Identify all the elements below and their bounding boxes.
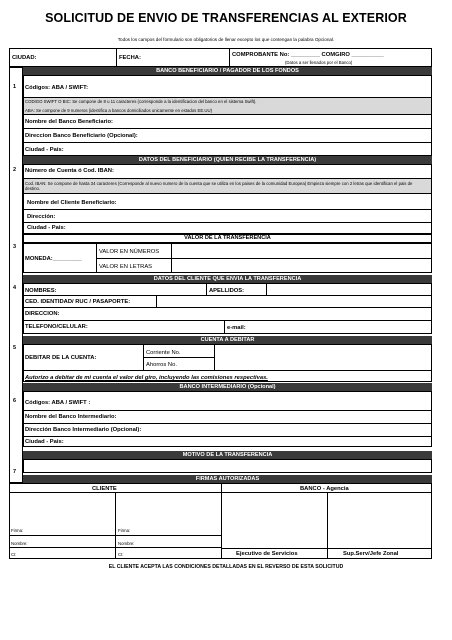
s1-nombre-banco-field[interactable]: Nombre del Banco Beneficiario: <box>25 119 113 125</box>
s4-telefono-field[interactable]: TELEFONO/CELULAR: <box>25 324 88 330</box>
cliente-nombre-1[interactable]: Nombre: <box>11 541 28 546</box>
firmas-header: FIRMAS AUTORIZADAS <box>23 475 432 483</box>
s4-email-field[interactable]: e-mail: <box>227 325 246 331</box>
firmas-banco-label: BANCO - Agencia <box>300 486 349 492</box>
s2-direccion-field[interactable]: Dirección: <box>27 214 56 220</box>
section-5-header: CUENTA A DEBITAR <box>23 336 432 344</box>
section-5-number: 5 <box>13 345 17 351</box>
firmas-cliente-label: CLIENTE <box>92 486 117 492</box>
s5-ahorros-field[interactable]: Ahorros No. <box>146 362 177 368</box>
section-3-header: VALOR DE LA TRANSFERENCIA <box>23 234 432 243</box>
s2-cuenta-field[interactable]: Número de Cuenta ó Cod. IBAN: <box>25 168 114 174</box>
section-6-number: 6 <box>13 398 17 404</box>
s5-corriente-field[interactable]: Corriente No. <box>146 350 181 356</box>
s3-moneda-field[interactable]: MONEDA:_________ <box>25 256 82 262</box>
s6-nombre-field[interactable]: Nombre del Banco Intermediario: <box>25 414 117 420</box>
s4-ced-field[interactable]: CED. IDENTIDAD/ RUC / PASAPORTE: <box>25 299 131 305</box>
section-4-header: DATOS DEL CLIENTE QUE ENVIA LA TRANSFERENCIA <box>23 275 432 283</box>
motivo-field[interactable] <box>23 459 432 473</box>
s6-ciudad-pais-field[interactable]: Ciudad - Pais: <box>25 439 64 445</box>
s4-nombres-field[interactable]: NOMBRES: <box>25 288 57 294</box>
ciudad-field[interactable]: CIUDAD: <box>12 55 37 61</box>
footer-text: EL CLIENTE ACEPTA LAS CONDICIONES DETALLADAS EN EL REVERSO DE ESTA SOLICITUD <box>108 564 344 570</box>
section-1-header: BANCO BENEFICIARIO / PAGADOR DE LOS FONDOS <box>23 67 432 75</box>
cliente-firma-1[interactable]: Firma: <box>11 528 24 533</box>
s2-ciudad-pais-field[interactable]: Ciudad - Pais: <box>27 225 66 231</box>
s3-valor-letras-label: VALOR EN LETRAS <box>99 264 153 270</box>
s1-note-swift: CODIGO SWIFT O BIC: Se compone de 8 u 11 caracteres (corresponde a la identificacion del banco en el sistema Swift). <box>25 99 257 104</box>
s4-apellidos-field[interactable]: APELLIDOS: <box>209 288 245 294</box>
section-7-header: MOTIVO DE LA TRANSFERENCIA <box>23 451 432 459</box>
s6-direccion-field[interactable]: Dirección Banco Intermediario (Opcional): <box>25 427 142 433</box>
s1-direccion-field[interactable]: Direccion Banco Beneficiario (Opcional): <box>25 133 138 139</box>
section-1-number: 1 <box>13 84 17 90</box>
s6-codigos-field[interactable]: Códigos: ABA / SWIFT : <box>25 400 91 406</box>
section-7-number: 7 <box>13 469 17 475</box>
s1-note-aba: ABA: Se compone de 9 numeros (identifica a bancos domiciliados unicamente en estados EE.UU) <box>25 108 213 113</box>
fecha-field[interactable]: FECHA: <box>119 55 141 61</box>
s1-codigos-field[interactable]: Códigos: ABA / SWIFT: <box>25 85 89 91</box>
form-title: SOLICITUD DE ENVIO DE TRANSFERENCIAS AL EXTERIOR <box>45 11 407 25</box>
s2-note-iban: Cod. IBAN: Se compone de hasta 34 caracteres (Corresponde al nuevo numero de la cuenta que se utiliza en los paises de la comunidad Europea) Empieza siempre con 2 letras que identifican el pais de destino. <box>25 181 413 191</box>
ejecutivo-label: Ejecutivo de Servicios <box>236 551 298 557</box>
cliente-nombre-2[interactable]: Nombre: <box>118 541 135 546</box>
section-2-number: 2 <box>13 167 17 173</box>
section-4-number: 4 <box>13 285 17 291</box>
cliente-firma-2[interactable]: Firma: <box>118 528 131 533</box>
form-subtitle: Todos los campos del formulario son obligatorios de llenar excepto los que contengan la palabra Opcional. <box>117 37 335 42</box>
s5-autorizo-text: Autorizo a debitar de mi cuenta el valor del giro, incluyendo las comisiones respectivas. <box>25 375 268 381</box>
comprobante-note: (Datos a ser llenados por el Banco) <box>285 60 353 65</box>
s2-nombre-cliente-field[interactable]: Nombre del Cliente Beneficiario: <box>27 200 117 206</box>
s5-debitar-field[interactable]: DEBITAR DE LA CUENTA: <box>25 355 97 361</box>
section-6-header: BANCO INTERMEDIARIO (Opcional) <box>23 383 432 391</box>
section-2-header: DATOS DEL BENEFICIARIO (QUIEN RECIBE LA TRANSFERENCIA) <box>23 156 432 164</box>
s1-ciudad-pais-field[interactable]: Ciudad - Pais: <box>25 147 64 153</box>
cliente-ci-1[interactable]: CI: <box>11 552 17 557</box>
s3-valor-numeros-label: VALOR EN NÚMEROS <box>99 249 160 255</box>
supervisor-label: Sup.Serv/Jefe Zonal <box>343 551 399 557</box>
number-column <box>9 67 23 483</box>
s4-direccion-field[interactable]: DIRECCION: <box>25 311 60 317</box>
cliente-ci-2[interactable]: CI: <box>118 552 124 557</box>
section-3-number: 3 <box>13 244 17 250</box>
comprobante-field[interactable]: COMPROBANTE No: _________ COMGIRO __________ <box>232 52 384 58</box>
